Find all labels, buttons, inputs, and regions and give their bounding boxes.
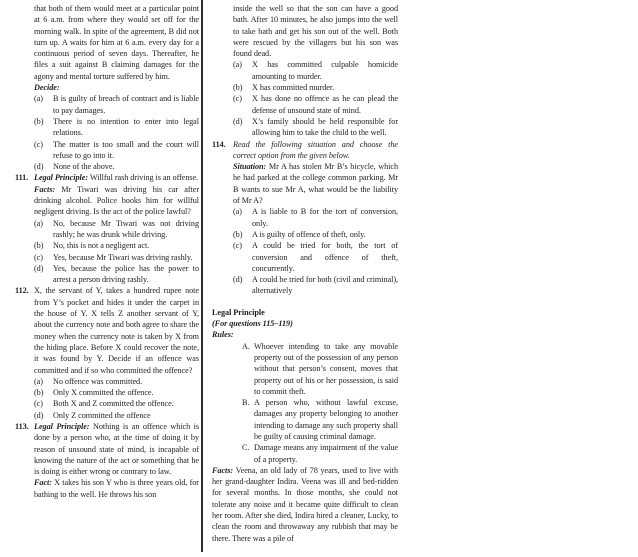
text-segment: Only Z committed the offence xyxy=(53,410,151,420)
option-label: (c) xyxy=(233,94,242,104)
text-segment: X has done no offence as he can plead the defense of unsound state of mind. xyxy=(252,94,398,115)
question-block xyxy=(15,285,199,375)
text-segment: B is guilty of breach of contract and is liable to pay damages. xyxy=(53,94,199,115)
text-segment: No, because Mr Tiwari was not driving rashly; he was drunk while driving. xyxy=(53,218,199,239)
option-row xyxy=(233,274,398,297)
paragraph xyxy=(233,3,398,59)
paragraph xyxy=(34,3,199,82)
option-row xyxy=(34,93,199,116)
option-row xyxy=(34,376,199,387)
text-segment: Legal Principle: xyxy=(34,173,88,183)
text-segment: that both of them would meet at a particular point at 6 a.m. from where they would set off for the morning walk. In spite of the agreement, B did not turn up. A waits for him at 6 a.m. every day for a continuous period of seven days. Thereafter, he files a suit against B claiming damages for the agony and mental torture suffered by him. xyxy=(34,4,199,81)
rule-label: A. xyxy=(242,341,250,351)
option-row xyxy=(34,139,199,162)
question-block xyxy=(15,172,199,183)
option-label: (c) xyxy=(34,399,43,409)
text-segment: Whoever intending to take any movable property out of the possession of any person without that person’s consent, moves that property out of his or her possession, is said to commit theft. xyxy=(254,341,398,396)
rule-item xyxy=(242,442,398,465)
text-segment: Decide: xyxy=(34,83,60,93)
question-number: 112. xyxy=(15,286,29,296)
paragraph xyxy=(34,184,199,218)
text-segment: Nothing is an offence which is done by a person who, at the time of doing it by reason of unsound state of mind, is incapable of knowing the nature of the act or something that he is doing is either wrong or contrary to law. xyxy=(34,421,199,477)
option-row xyxy=(34,240,199,251)
option-row xyxy=(34,398,199,409)
option-row xyxy=(34,252,199,263)
section-line xyxy=(212,465,398,544)
option-row xyxy=(34,387,199,398)
paragraph xyxy=(233,161,398,206)
option-row xyxy=(34,263,199,286)
option-label: (a) xyxy=(233,207,242,217)
text-segment: inside the well so that the son can have a good bath. After 10 minutes, he also jumps into the well to take bath and get his son out of the well. Both were rescued by the villagers but his son was found dead. xyxy=(233,4,398,59)
option-label: (d) xyxy=(233,275,243,285)
left-column xyxy=(15,3,199,500)
text-segment: Damage means any impairment of the value of a property. xyxy=(254,443,398,464)
option-label: (a) xyxy=(233,60,242,70)
option-label: (d) xyxy=(34,263,44,273)
option-label: (d) xyxy=(233,116,243,126)
rule-item xyxy=(242,341,398,397)
option-row xyxy=(233,240,398,274)
text-segment: Mr Tiwari was driving his car after drinking alcohol. Police books him for willful negligent driving. Is the act of the police lawful? xyxy=(34,184,199,217)
paragraph xyxy=(34,477,199,500)
option-label: (d) xyxy=(34,410,44,420)
text-segment: Willful rash driving is an offense. xyxy=(88,173,199,183)
text-segment: (For questions 115–119) xyxy=(212,319,293,329)
option-label: (a) xyxy=(34,94,43,104)
text-segment: Legal Principle xyxy=(212,307,265,317)
text-segment: Facts: xyxy=(212,465,234,475)
section-line xyxy=(212,329,398,340)
text-segment: A person who, without lawful excuse, damages any property belonging to another intending to damage any such property shall be guilty of causing criminal damage. xyxy=(254,398,398,441)
question-number: 114. xyxy=(212,139,226,149)
text-segment: Fact: xyxy=(34,478,52,488)
text-segment: A could be tried for both (civil and criminal), alternatively xyxy=(252,275,398,296)
option-row xyxy=(34,218,199,241)
option-label: (c) xyxy=(34,252,43,262)
option-label: (b) xyxy=(34,241,44,251)
text-segment: Facts: xyxy=(34,184,56,194)
text-segment: A is liable to B for the tort of conversion, only. xyxy=(252,207,398,228)
text-segment: X has committed culpable homicide amounting to murder. xyxy=(252,60,398,81)
text-segment: Situation: xyxy=(233,162,267,172)
option-row xyxy=(34,116,199,139)
text-segment: Both X and Z committed the offence. xyxy=(53,399,174,409)
question-block xyxy=(212,139,398,162)
text-segment: Yes, because the police has the power to arrest a person driving rashly. xyxy=(53,263,199,285)
text-segment: There is no intention to enter into legal relations. xyxy=(53,116,199,138)
question-number: 113. xyxy=(15,421,29,431)
option-row xyxy=(233,116,398,139)
text-segment: No offence was committed. xyxy=(53,376,143,386)
option-row xyxy=(233,93,398,116)
text-segment: Only X committed the offence. xyxy=(53,388,154,398)
question-block xyxy=(15,421,199,477)
option-row xyxy=(233,206,398,229)
question-number: 111. xyxy=(15,173,29,183)
column-divider xyxy=(201,0,203,552)
option-label: (b) xyxy=(233,229,243,239)
text-segment: X’s family should be held responsible for allowing him to take the child to the well. xyxy=(252,116,398,138)
option-row xyxy=(233,82,398,93)
option-row xyxy=(233,229,398,240)
section-line xyxy=(212,307,398,318)
option-row xyxy=(34,161,199,172)
text-segment: The matter is too small and the court will refuse to go into it. xyxy=(53,139,199,160)
option-label: (c) xyxy=(34,139,43,149)
text-segment: X, the servant of Y, takes a hundred rupee note from Y’s pocket and hides it under the carpet in the house of Y. X tells Z another servant of Y, about the currency note and both agree to share the money when the currency note is taken by X from the hiding place. Before X could recover the note, it was found by Y. Decide if an offence was committed and if so who committed the offence? xyxy=(34,286,199,375)
text-segment: Read the following situation and choose the correct option from the given below. xyxy=(233,139,398,160)
text-segment: Mr A has stolen Mr B’s bicycle, which he had parked at the college common parking. Mr B wants to sue Mr A, what would be the liability of Mr A? xyxy=(233,162,398,206)
option-label: (b) xyxy=(34,116,44,126)
rule-item xyxy=(242,397,398,442)
option-label: (a) xyxy=(34,218,43,228)
option-label: (c) xyxy=(233,241,242,251)
text-segment: X has committed murder. xyxy=(252,83,335,93)
option-label: (b) xyxy=(233,83,243,93)
right-column xyxy=(212,3,398,544)
option-label: (d) xyxy=(34,162,44,172)
text-segment: A could be tried for both, the tort of conversion and offence of theft, concurrently. xyxy=(252,241,398,273)
text-segment: No, this is not a negligent act. xyxy=(53,241,150,251)
paragraph xyxy=(34,82,199,93)
section-line xyxy=(212,318,398,329)
option-label: (a) xyxy=(34,376,43,386)
text-segment: Rules: xyxy=(212,330,234,340)
text-segment: Yes, because Mr Tiwari was driving rashly. xyxy=(53,252,193,262)
rule-label: C. xyxy=(242,443,250,453)
text-segment: Veena, an old lady of 78 years, used to live with her grand-daughter Indira. Veena was ill and bed-ridden for several months. In those months, she could not tolerate any noise and it became quite difficult to clean her room. After she died, Indira hired a cleaner, Lucky, to clean the room and throwaway any rubbish that may be there. There was a pile of xyxy=(212,465,398,543)
text-segment: A is guilty of offence of theft, only. xyxy=(252,229,366,239)
text-segment: Legal Principle: xyxy=(34,421,90,431)
text-segment: X takes his son Y who is three years old, for bathing to the well. He throws his son xyxy=(34,478,199,499)
spacer xyxy=(212,297,398,307)
option-row xyxy=(233,59,398,82)
option-label: (b) xyxy=(34,388,44,398)
text-segment: None of the above. xyxy=(53,162,115,172)
option-row xyxy=(34,410,199,421)
rule-label: B. xyxy=(242,398,250,408)
